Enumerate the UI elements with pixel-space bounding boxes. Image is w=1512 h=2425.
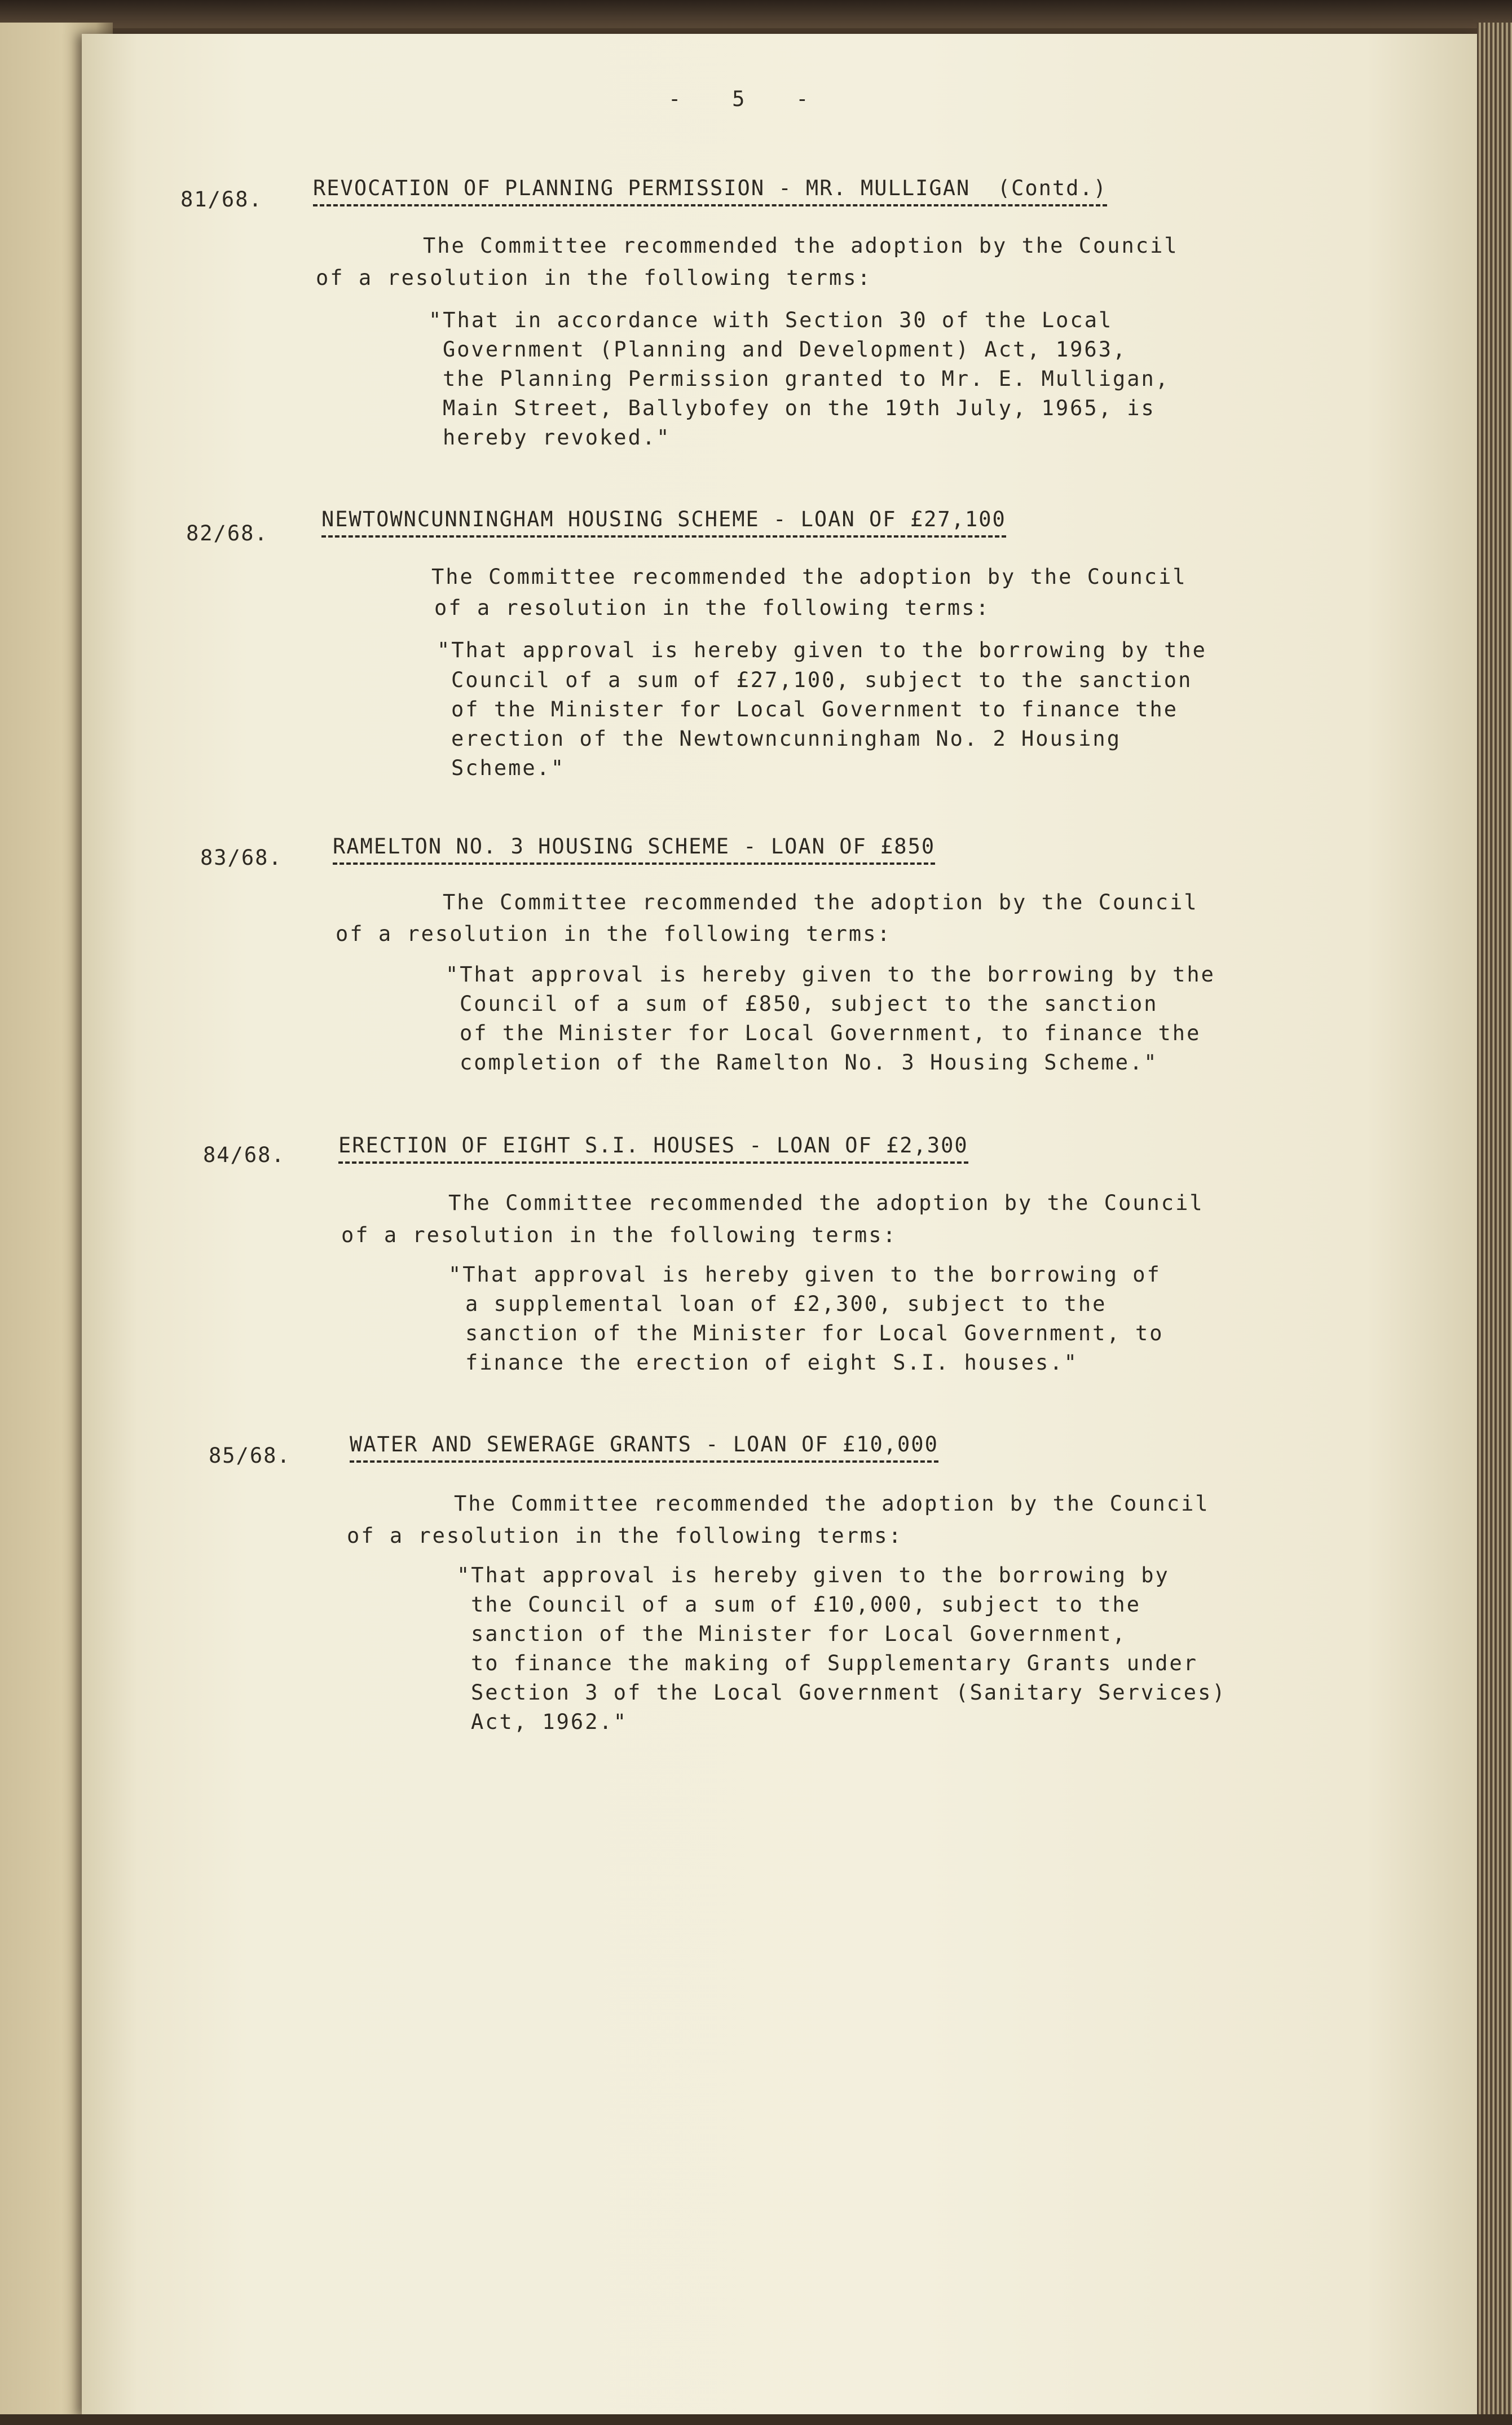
resolution-line: "That approval is hereby given to the borrowing by the bbox=[446, 962, 1215, 987]
resolution-line: erection of the Newtowncunningham No. 2 Housing bbox=[451, 727, 1121, 751]
item-heading: WATER AND SEWERAGE GRANTS - LOAN OF £10,000 bbox=[350, 1430, 938, 1463]
resolution-line: Council of a sum of £850, subject to the sanction bbox=[460, 992, 1158, 1016]
intro-line: of a resolution in the following terms: bbox=[434, 596, 990, 620]
intro-line: The Committee recommended the adoption by the Council bbox=[431, 565, 1187, 589]
item-number: 82/68. bbox=[186, 521, 268, 545]
resolution-line: sanction of the Minister for Local Government, to bbox=[465, 1321, 1164, 1345]
resolution-line: "That approval is hereby given to the borrowing by bbox=[457, 1563, 1170, 1587]
intro-line: of a resolution in the following terms: bbox=[341, 1223, 897, 1247]
item-number: 81/68. bbox=[180, 187, 263, 212]
intro-line: The Committee recommended the adoption by the Council bbox=[443, 890, 1198, 914]
intro-line: of a resolution in the following terms: bbox=[316, 266, 872, 290]
scan-border-bottom bbox=[0, 2414, 1512, 2425]
resolution-line: "That in accordance with Section 30 of the Local bbox=[429, 308, 1113, 332]
resolution-line: the Council of a sum of £10,000, subject to the bbox=[471, 1592, 1141, 1617]
resolution-line: "That approval is hereby given to the borrowing of bbox=[448, 1262, 1161, 1287]
resolution-line: Main Street, Ballybofey on the 19th July, 1965, is bbox=[443, 396, 1156, 420]
intro-line: The Committee recommended the adoption by the Council bbox=[454, 1491, 1210, 1516]
resolution-line: sanction of the Minister for Local Government, bbox=[471, 1622, 1127, 1646]
resolution-line: Scheme." bbox=[451, 756, 566, 780]
item-heading: REVOCATION OF PLANNING PERMISSION - MR. MULLIGAN (Contd.) bbox=[313, 174, 1107, 206]
item-number: 83/68. bbox=[200, 846, 283, 870]
resolution-line: of the Minister for Local Government to finance the bbox=[451, 697, 1179, 721]
item-number: 85/68. bbox=[209, 1443, 291, 1468]
resolution-line: of the Minister for Local Government, to finance the bbox=[460, 1021, 1201, 1045]
item-heading: ERECTION OF EIGHT S.I. HOUSES - LOAN OF £2,300 bbox=[338, 1131, 968, 1164]
item-number: 84/68. bbox=[203, 1143, 285, 1167]
resolution-line: to finance the making of Supplementary Grants under bbox=[471, 1651, 1198, 1675]
page-number: - 5 - bbox=[668, 87, 812, 111]
resolution-line: completion of the Ramelton No. 3 Housing Scheme." bbox=[460, 1050, 1158, 1075]
resolution-line: Section 3 of the Local Government (Sanitary Services) bbox=[471, 1680, 1227, 1705]
page-stack-edges bbox=[1477, 23, 1512, 2414]
resolution-line: the Planning Permission granted to Mr. E. Mulligan, bbox=[443, 367, 1170, 391]
intro-line: of a resolution in the following terms: bbox=[347, 1524, 903, 1548]
scan-border-top bbox=[0, 0, 1512, 28]
resolution-line: finance the erection of eight S.I. houses." bbox=[465, 1350, 1078, 1375]
resolution-line: Government (Planning and Development) Act, 1963, bbox=[443, 337, 1127, 362]
item-heading: RAMELTON NO. 3 HOUSING SCHEME - LOAN OF £850 bbox=[333, 832, 935, 865]
resolution-line: Act, 1962." bbox=[471, 1710, 628, 1734]
resolution-line: Council of a sum of £27,100, subject to the sanction bbox=[451, 668, 1193, 692]
intro-line: The Committee recommended the adoption by the Council bbox=[448, 1191, 1204, 1215]
resolution-line: a supplemental loan of £2,300, subject to the bbox=[465, 1292, 1107, 1316]
item-heading: NEWTOWNCUNNINGHAM HOUSING SCHEME - LOAN OF £27,100 bbox=[321, 505, 1006, 538]
intro-line: of a resolution in the following terms: bbox=[336, 922, 892, 946]
resolution-line: hereby revoked." bbox=[443, 425, 671, 450]
resolution-line: "That approval is hereby given to the borrowing by the bbox=[437, 638, 1207, 662]
intro-line: The Committee recommended the adoption by the Council bbox=[423, 234, 1179, 258]
